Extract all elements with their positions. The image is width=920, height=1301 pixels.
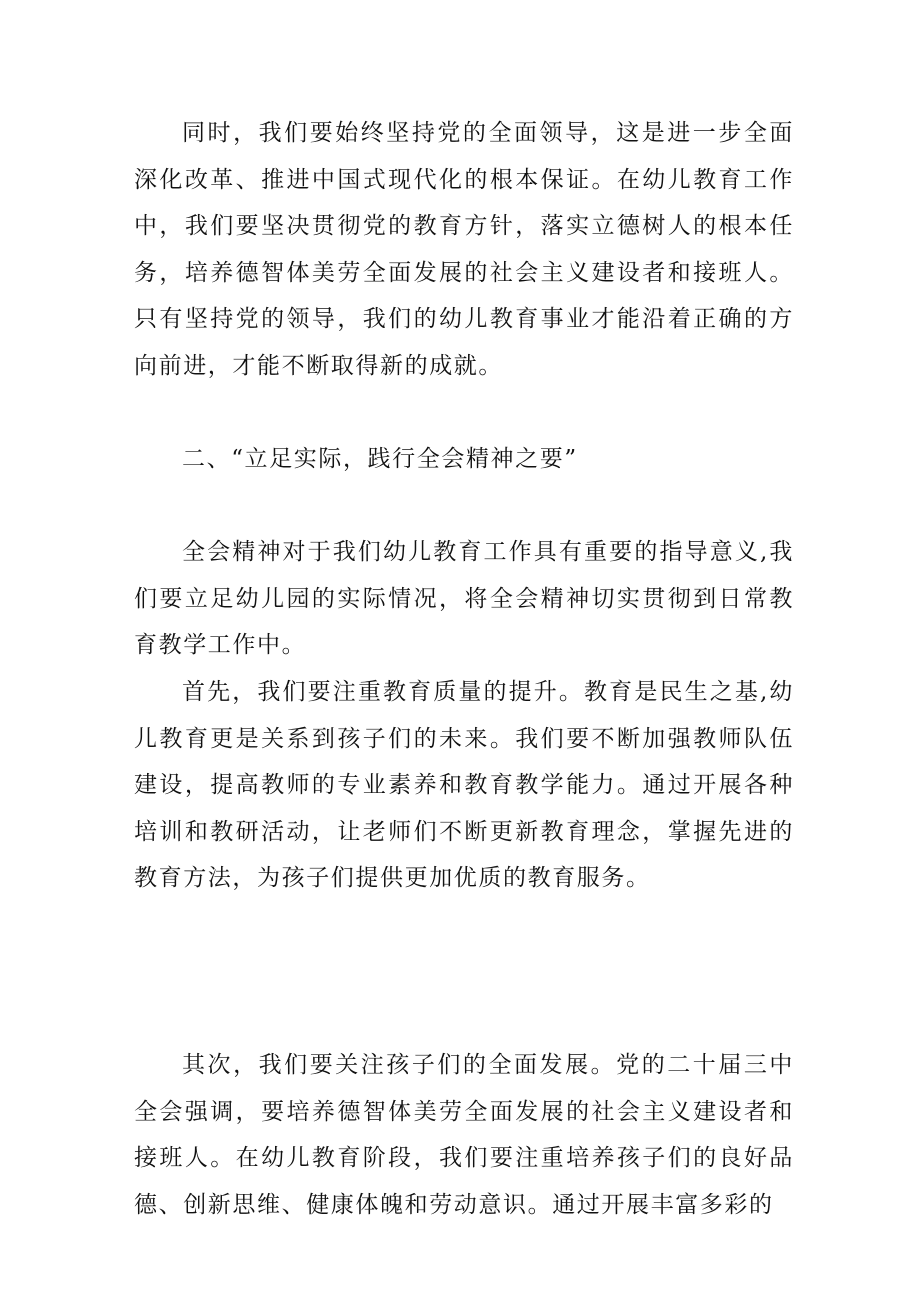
paragraph-guidance: 全会精神对于我们幼儿教育工作具有重要的指导意义,我们要立足幼儿园的实际情况，将全会精神切实贯彻到日常教育教学工作中。 bbox=[134, 539, 794, 658]
section-heading-2: 二、“立足实际，践行全会精神之要” bbox=[182, 446, 578, 472]
paragraph-education-quality: 首先，我们要注重教育质量的提升。教育是民生之基,幼儿教育更是关系到孩子们的未来。我们要不断加强教师队伍建设，提高教师的专业素养和教育教学能力。通过开展各种培训和教研活动，让老师们不断更新教育理念，掌握先进的教育方法，为孩子们提供更加优质的教育服务。 bbox=[134, 679, 794, 891]
paragraph-party-leadership: 同时，我们要始终坚持党的全面领导，这是进一步全面深化改革、推进中国式现代化的根本保证。在幼儿教育工作中，我们要坚决贯彻党的教育方针，落实立德树人的根本任务，培养德智体美劳全面发展的社会主义建设者和接班人。只有坚持党的领导，我们的幼儿教育事业才能沿着正确的方向前进，才能不断取得新的成就。 bbox=[134, 120, 794, 379]
paragraph-all-round-development: 其次，我们要关注孩子们的全面发展。党的二十届三中全会强调，要培养德智体美劳全面发展的社会主义建设者和接班人。在幼儿教育阶段，我们要注重培养孩子们的良好品德、创新思维、健康体魄和劳动意识。通过开展丰富多彩的 bbox=[134, 1052, 794, 1218]
